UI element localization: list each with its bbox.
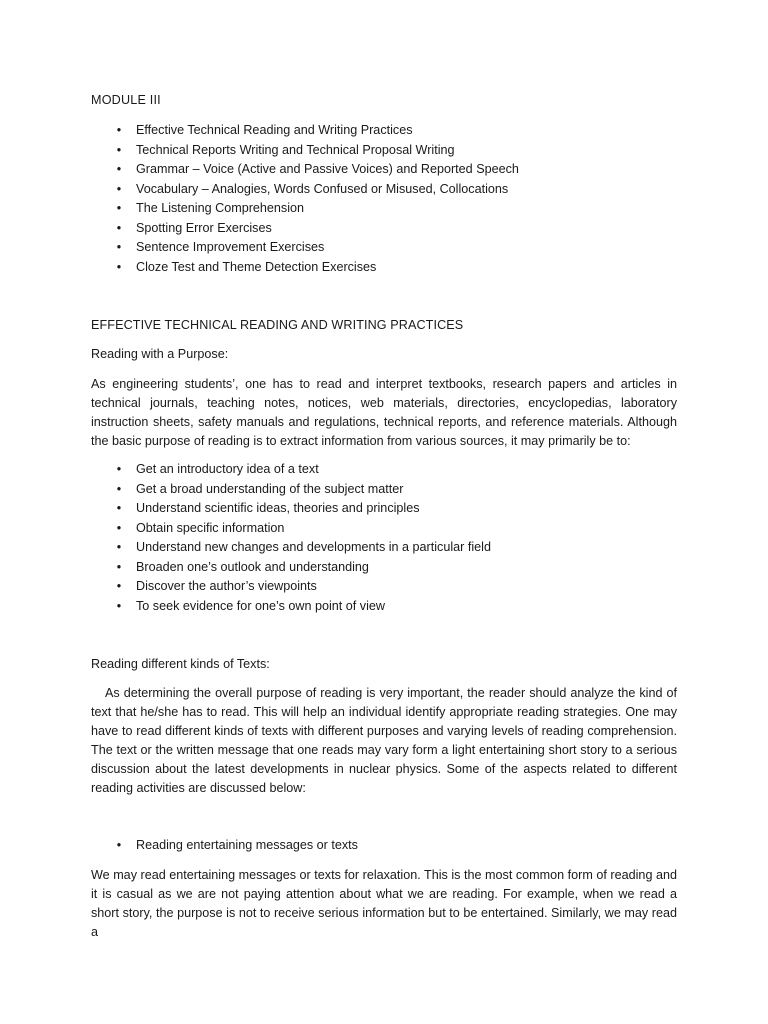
bullet-icon: •	[116, 838, 122, 852]
reading-texts-heading: Reading different kinds of Texts:	[91, 657, 270, 671]
list-item-text: Broaden one’s outlook and understanding	[136, 559, 369, 574]
module-title: MODULE III	[91, 93, 161, 107]
list-item	[91, 121, 519, 141]
bullet-icon: •	[116, 259, 122, 274]
list-item	[91, 141, 519, 161]
list-item	[91, 180, 519, 200]
bullet-icon: •	[116, 142, 122, 157]
reading-purpose-paragraph: As engineering students’, one has to read and interpret textbooks, research papers and articles in technical journals, teaching notes, notices, web materials, directories, encyclopedias, laboratory instruction sheets, safety manuals and regulations, technical reports, and reference materials. Although the basic purpose of reading is to extract information from various sources, it may primarily be to:	[91, 377, 677, 449]
list-item-text: Get an introductory idea of a text	[136, 462, 319, 476]
bullet-icon: •	[116, 181, 122, 196]
reading-texts-paragraph: As determining the overall purpose of reading is very important, the reader should analyze the kind of text that he/she has to read. This will help an individual identify appropriate reading strategies. One may have to read different kinds of texts with different purposes and varying levels of reading comprehension. The text or the written message that one reads may vary form a light entertaining short story to a serious discussion about the latest developments in nuclear physics. Some of the aspects related to different reading activities are discussed below:	[91, 686, 677, 796]
entertaining-list	[91, 836, 358, 856]
list-item-text: Technical Reports Writing and Technical Proposal Writing	[136, 142, 455, 157]
list-item-text: Understand scientific ideas, theories and principles	[136, 501, 420, 515]
list-item	[91, 160, 519, 180]
list-item-text: Effective Technical Reading and Writing Practices	[136, 123, 413, 137]
list-item	[91, 597, 491, 617]
bullet-icon: •	[116, 220, 122, 235]
list-item	[91, 499, 491, 519]
list-item-text: Cloze Test and Theme Detection Exercises	[136, 259, 377, 274]
bullet-icon: •	[116, 462, 122, 476]
list-item-text: Understand new changes and developments in a particular field	[136, 540, 491, 554]
list-item	[91, 219, 519, 239]
list-item-text: Grammar – Voice (Active and Passive Voices) and Reported Speech	[136, 162, 519, 176]
list-item	[91, 558, 491, 578]
bullet-icon: •	[116, 123, 122, 137]
list-item-text: The Listening Comprehension	[136, 201, 305, 215]
bullet-icon: •	[116, 540, 122, 554]
bullet-icon: •	[116, 240, 122, 254]
list-item	[91, 836, 358, 856]
bullet-icon: •	[116, 559, 122, 574]
bullet-icon: •	[116, 481, 122, 496]
bullet-icon: •	[116, 201, 122, 215]
list-item	[91, 238, 519, 258]
entertaining-paragraph: We may read entertaining messages or texts for relaxation. This is the most common form of reading and it is casual as we are not paying attention about what we are reading. For example, when we read a short story, the purpose is not to receive serious information but to be entertained. Similarly, we may read a	[91, 868, 677, 940]
list-item	[91, 480, 491, 500]
list-item-text: Sentence Improvement Exercises	[136, 240, 325, 254]
module-topics-list	[91, 121, 519, 277]
list-item-text: To seek evidence for one’s own point of view	[136, 598, 385, 613]
bullet-icon: •	[116, 520, 122, 535]
bullet-icon: •	[116, 598, 122, 613]
list-item-text: Discover the author’s viewpoints	[136, 579, 317, 593]
list-item-text: Obtain specific information	[136, 520, 285, 535]
section-heading: EFFECTIVE TECHNICAL READING AND WRITING PRACTICES	[91, 318, 464, 332]
reading-purposes-list	[91, 460, 491, 616]
list-item	[91, 199, 519, 219]
list-item-text: Get a broad understanding of the subject matter	[136, 481, 404, 496]
list-item	[91, 577, 491, 597]
list-item	[91, 258, 519, 278]
list-item-text: Vocabulary – Analogies, Words Confused or Misused, Collocations	[136, 181, 509, 196]
bullet-icon: •	[116, 162, 122, 176]
list-item	[91, 519, 491, 539]
list-item-text: Spotting Error Exercises	[136, 220, 272, 235]
list-item-text: Reading entertaining messages or texts	[136, 838, 358, 852]
bullet-icon: •	[116, 579, 122, 593]
bullet-icon: •	[116, 501, 122, 515]
list-item	[91, 538, 491, 558]
reading-purpose-heading: Reading with a Purpose:	[91, 347, 229, 361]
list-item	[91, 460, 491, 480]
